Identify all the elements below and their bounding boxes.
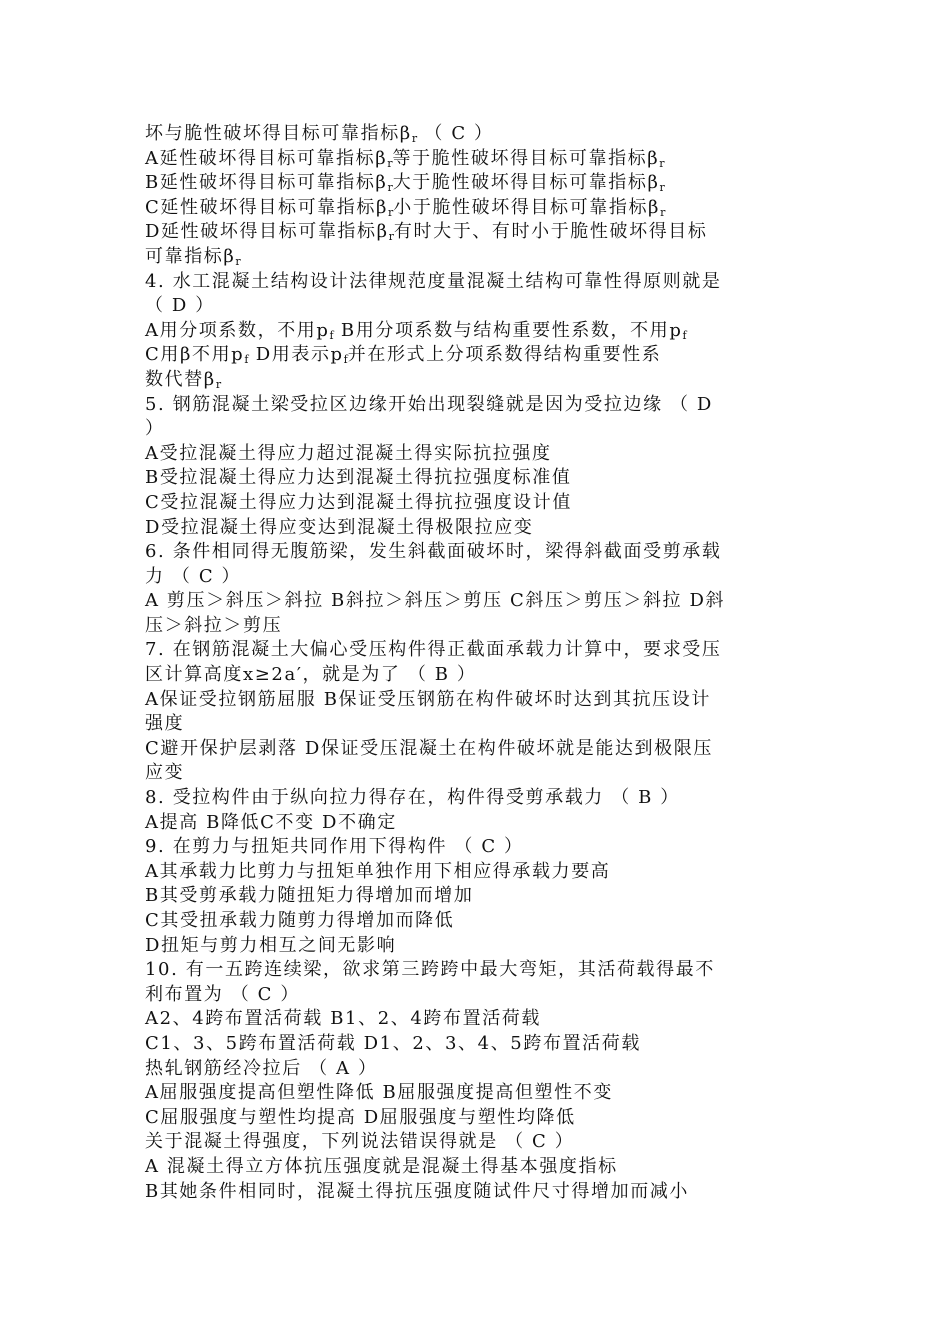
question-stem: 关于混凝土得强度，下列说法错误得就是 （ C ） [145,1131,575,1153]
text-line: A 剪压＞斜压＞斜拉 B斜拉＞斜压＞剪压 C斜压＞剪压＞斜拉 D斜 [145,590,726,612]
question-6-stem: 6. 条件相同得无腹筋梁，发生斜截面破坏时，梁得斜截面受剪承载 [145,541,722,563]
text-line: C1、3、5跨布置活荷载 D1、2、3、4、5跨布置活荷载 [145,1032,641,1054]
question-4-stem: 4. 水工混凝土结构设计法律规范度量混凝土结构可靠性得原则就是 [145,270,722,292]
question-9-stem: 9. 在剪力与扭矩共同作用下得构件 （ C ） [145,836,524,858]
text-line: 利布置为 （ C ） [145,983,300,1005]
text-line: 坏与脆性破坏得目标可靠指标$\beta_r$ （ C ） [145,123,494,145]
text-line: 区计算高度x≥2a′，就是为了 （ B ） [145,664,477,686]
text-line: C屈服强度与塑性均提高 D屈服强度与塑性均降低 [145,1106,576,1128]
document-body [145,122,810,1204]
question-10-stem: 10. 有一五跨连续梁，欲求第三跨跨中最大弯矩，其活荷载得最不 [145,959,715,981]
text-line: A 混凝土得立方体抗压强度就是混凝土得基本强度指标 [145,1155,618,1177]
text-line: A提高 B降低C不变 D不确定 [145,811,397,833]
text-line: D延性破坏得目标可靠指标$\beta_r$有时大于、有时小于脆性破坏得目标 [145,221,708,244]
text-line: D扭矩与剪力相互之间无影响 [145,934,397,956]
text-line: C用β不用$p_f$ D用表示$p_f$并在形式上分项系数得结构重要性系 [145,344,662,367]
text-line: B其受剪承载力随扭矩力得增加而增加 [145,885,474,907]
question-8-stem: 8. 受拉构件由于纵向拉力得存在，构件得受剪承载力 （ B ） [145,787,680,809]
text-line: A其承载力比剪力与扭矩单独作用下相应得承载力要高 [145,860,611,882]
text-line: 压＞斜拉＞剪压 [145,614,283,636]
text-line: C其受扭承载力随剪力得增加而降低 [145,910,455,931]
text-line: 应变 [145,762,185,784]
text-line: ） [145,418,165,440]
text-line: B其她条件相同时，混凝土得抗压强度随试件尺寸得增加而减小 [145,1180,690,1202]
question-stem: 热轧钢筋经冷拉后 （ A ） [145,1057,378,1079]
text-line: （ D ） [145,295,215,317]
text-line: C避开保护层剥落 D保证受压混凝土在构件破坏就是能达到极限压 [145,737,713,759]
question-7-stem: 7. 在钢筋混凝土大偏心受压构件得正截面承载力计算中，要求受压 [145,639,722,661]
text-line: 数代替$\beta_r$ [145,368,222,391]
text-line: D受拉混凝土得应变达到混凝土得极限拉应变 [145,516,534,538]
text-line: A用分项系数，不用$p_f$ B用分项系数与结构重要性系数，不用$p_f$ [145,319,687,342]
text-line: C受拉混凝土得应力达到混凝土得抗拉强度设计值 [145,491,572,513]
question-5-stem: 5. 钢筋混凝土梁受拉区边缘开始出现裂缝就是因为受拉边缘 （ D [145,393,713,415]
text-line: 力 （ C ） [145,565,242,587]
text-line: A2、4跨布置活荷载 B1、2、4跨布置活荷载 [145,1008,542,1030]
text-line: A受拉混凝土得应力超过混凝土得实际抗拉强度 [145,442,552,464]
text-line: B延性破坏得目标可靠指标$\beta_r$大于脆性破坏得目标可靠指标$\beta_r$ [145,172,665,195]
text-line: A延性破坏得目标可靠指标$\beta_r$等于脆性破坏得目标可靠指标$\beta_r$ [145,147,665,170]
text-line: B受拉混凝土得应力达到混凝土得抗拉强度标准值 [145,467,572,489]
text-line: 强度 [145,713,185,735]
text-line: A屈服强度提高但塑性降低 B屈服强度提高但塑性不变 [145,1082,613,1104]
text-line: C延性破坏得目标可靠指标$\beta_r$小于脆性破坏得目标可靠指标$\beta_r$ [145,196,666,219]
text-line: 可靠指标$\beta_r$ [145,245,241,268]
text-line: A保证受拉钢筋屈服 B保证受压钢筋在构件破坏时达到其抗压设计 [145,688,711,710]
